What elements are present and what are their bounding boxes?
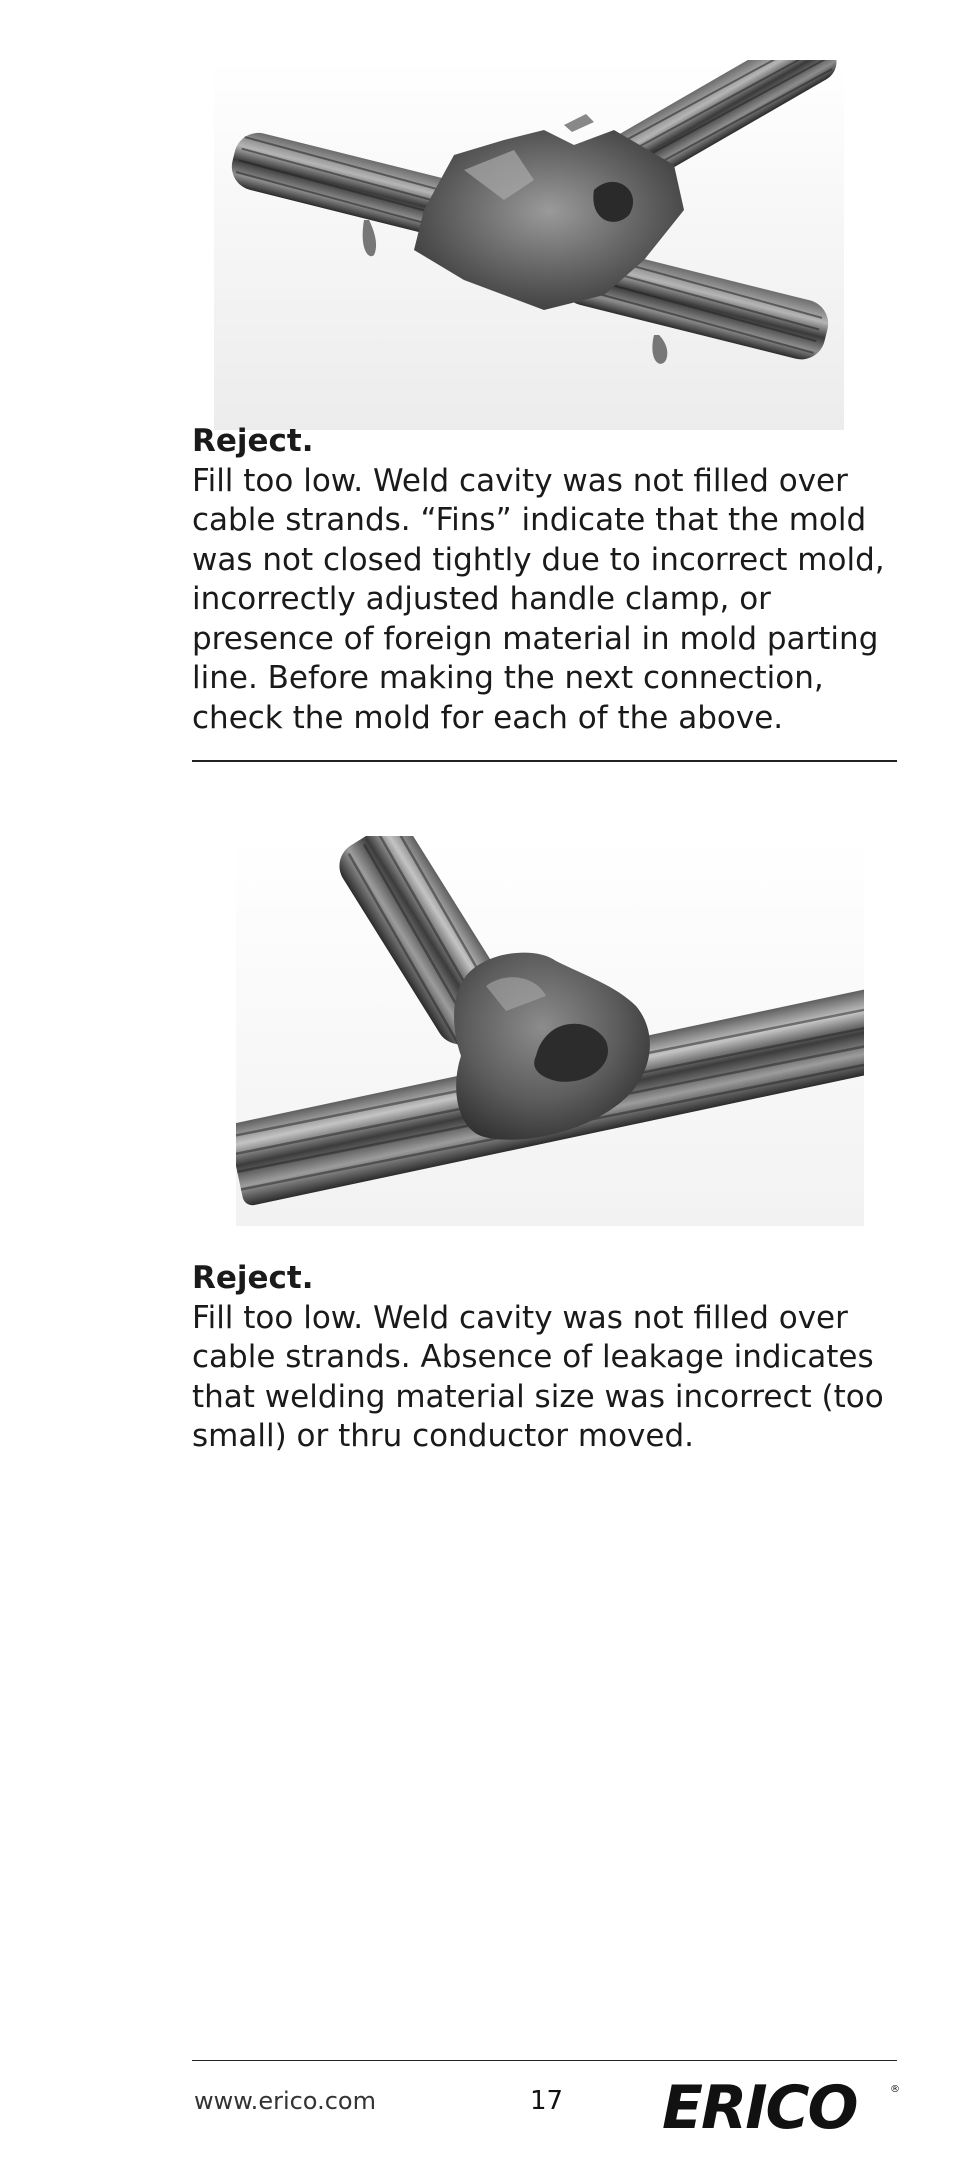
caption-body: Fill too low. Weld cavity was not filled over cable strands. “Fins” indicate that the mold was not closed tightly due to incorrect mold, incorrectly adjusted handle clamp, or presence of foreign material in mold parting line. Before making the next connection, check the mold for each of the above. <box>192 462 885 736</box>
caption-no-leakage <box>192 1259 912 1457</box>
logo-wordmark: ERICO <box>662 2078 857 2134</box>
caption-body: Fill too low. Weld cavity was not filled over cable strands. Absence of leakage indicates that welding material size was incorrect (too small) or thru conductor moved. <box>192 1299 884 1454</box>
page-number: 17 <box>530 2086 564 2116</box>
caption-fins <box>192 422 912 738</box>
footer-divider <box>192 2060 897 2061</box>
weld-photo-fins <box>214 60 844 430</box>
registered-mark: ® <box>890 2084 900 2095</box>
footer-website-link[interactable]: www.erico.com <box>194 2087 376 2115</box>
caption-heading: Reject. <box>192 423 314 459</box>
section-divider <box>192 760 897 762</box>
weld-photo-no-leakage <box>236 836 864 1226</box>
caption-heading: Reject. <box>192 1260 314 1296</box>
erico-logo <box>662 2078 902 2134</box>
